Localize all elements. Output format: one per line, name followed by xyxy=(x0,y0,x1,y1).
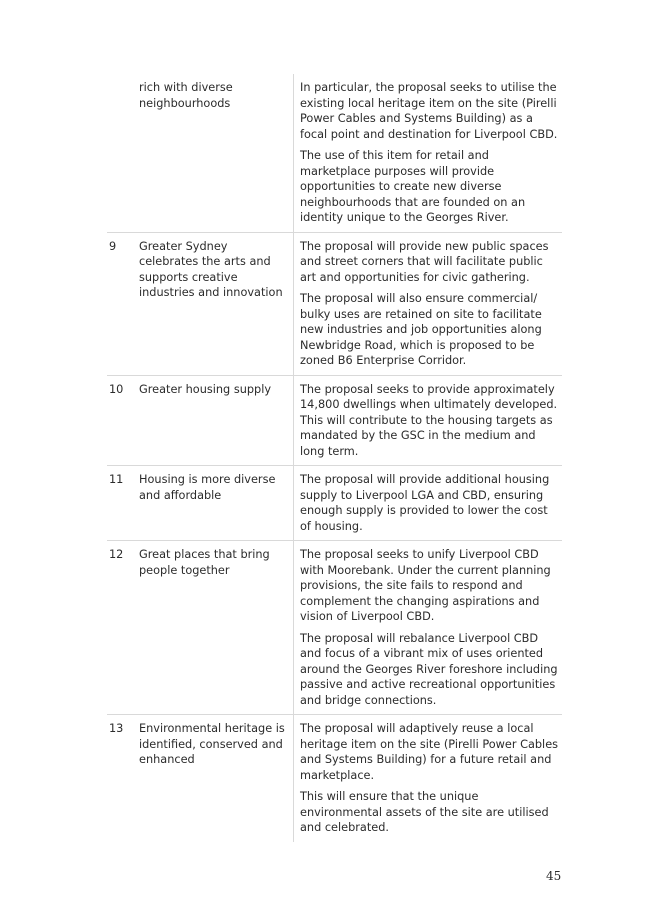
response-cell xyxy=(294,239,562,369)
row-number: 9 xyxy=(109,239,117,253)
table-row xyxy=(107,466,562,541)
row-number: 10 xyxy=(109,382,124,396)
response-cell xyxy=(294,547,562,708)
response-cell xyxy=(294,721,562,836)
response-paragraph: The proposal seeks to unify Liverpool CBD with Moorebank. Under the current planning provisions, the site fails to respond and complement the changing aspirations and vision of Liverpool CBD. xyxy=(300,548,551,623)
response-cell xyxy=(294,472,562,534)
objective-cell: Housing is more diverse and affordable xyxy=(133,466,294,540)
objectives-table xyxy=(107,74,562,842)
response-paragraph: The proposal will provide new public spaces and street corners that will facilitate public art and opportunities for civic gathering. xyxy=(300,239,549,284)
response-paragraph: This will ensure that the unique environmental assets of the site are utilised and celebrated. xyxy=(300,790,549,834)
page-number: 45 xyxy=(546,869,562,883)
row-number: 12 xyxy=(109,548,124,561)
row-number: 13 xyxy=(109,722,124,735)
response-cell xyxy=(294,382,562,460)
table-row xyxy=(107,74,562,233)
response-paragraph: The proposal will rebalance Liverpool CBD and focus of a vibrant mix of uses oriented around the Georges River foreshore including passive and active recreational opportunities and bridge connections. xyxy=(300,631,558,707)
objective-cell: Greater housing supply xyxy=(133,376,294,466)
response-paragraph: The proposal will provide additional housing supply to Liverpool LGA and CBD, ensuring enough supply is provided to lower the cost of housing. xyxy=(300,473,550,533)
table-row xyxy=(107,376,562,467)
table-row xyxy=(107,233,562,376)
row-number xyxy=(107,80,133,226)
objective-cell: Great places that bring people together xyxy=(133,541,294,714)
response-paragraph: The proposal will also ensure commercial/ bulky uses are retained on site to facilitate new industries and job opportunities along Newbridge Road, which is proposed to be zoned B6 Enterprise Corridor. xyxy=(300,292,542,367)
response-paragraph: The proposal seeks to provide approximately 14,800 dwellings when ultimately developed. This will contribute to the housing targets as mandated by the GSC in the medium and long term. xyxy=(300,382,558,458)
objective-cell: rich with diverse neighbourhoods xyxy=(133,74,294,232)
table-row xyxy=(107,715,562,842)
objective-cell: Greater Sydney celebrates the arts and supports creative industries and innovation xyxy=(133,233,294,375)
response-cell xyxy=(294,80,562,226)
row-number: 11 xyxy=(109,473,124,486)
response-paragraph: The proposal will adaptively reuse a local heritage item on the site (Pirelli Power Cables and Systems Building) for a future retail and marketplace. xyxy=(300,722,559,782)
objective-cell: Environmental heritage is identified, conserved and enhanced xyxy=(133,715,294,842)
response-paragraph: The use of this item for retail and marketplace purposes will provide opportunities to create new diverse neighbourhoods that are founded on an identity unique to the Georges River. xyxy=(300,149,526,224)
response-paragraph: In particular, the proposal seeks to utilise the existing local heritage item on the site (Pirelli Power Cables and Systems Building) as a focal point and destination for Liverpool CBD. xyxy=(300,81,558,141)
table-row xyxy=(107,541,562,715)
